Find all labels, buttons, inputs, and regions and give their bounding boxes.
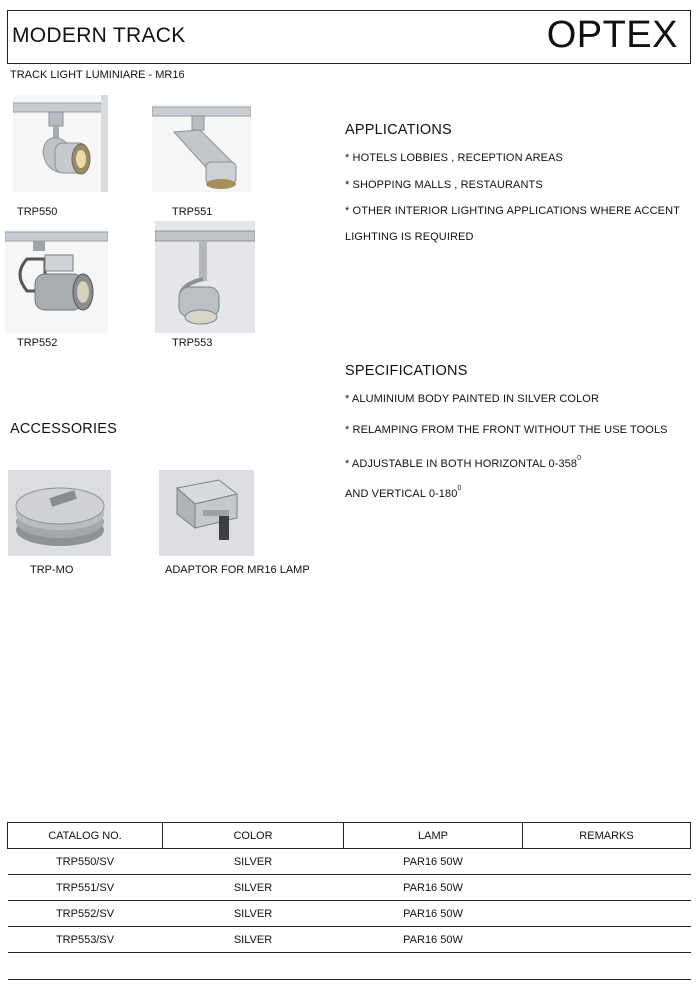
catalog-cell: TRP550/SV — [8, 849, 163, 875]
specification-text: * ADJUSTABLE IN BOTH HORIZONTAL 0-358 — [345, 458, 578, 470]
catalog-table — [7, 822, 691, 980]
application-item: * HOTELS LOBBIES , RECEPTION AREAS — [345, 152, 563, 164]
page-title: MODERN TRACK — [12, 24, 186, 47]
empty-cell — [523, 953, 691, 980]
product-label-trp553: TRP553 — [172, 337, 213, 349]
table-row-empty — [8, 953, 691, 980]
empty-cell — [163, 953, 344, 980]
lamp-cell: PAR16 50W — [344, 901, 523, 927]
remarks-cell — [523, 849, 691, 875]
table-header-row — [8, 823, 691, 849]
accessory-image-adaptor — [159, 470, 254, 556]
column-header-color: COLOR — [163, 823, 344, 849]
product-image-trp550 — [13, 95, 108, 192]
page-subtitle: TRACK LIGHT LUMINIARE - MR16 — [10, 69, 185, 81]
remarks-cell — [523, 875, 691, 901]
color-cell: SILVER — [163, 927, 344, 953]
degree-mark: 0 — [457, 485, 462, 492]
product-label-trp552: TRP552 — [17, 337, 58, 349]
table-row — [8, 849, 691, 875]
product-image-trp553 — [155, 221, 255, 333]
product-label-trp550: TRP550 — [17, 206, 58, 218]
table-row — [8, 901, 691, 927]
catalog-cell: TRP552/SV — [8, 901, 163, 927]
table-row — [8, 927, 691, 953]
empty-cell — [344, 953, 523, 980]
specification-text: AND VERTICAL 0-180 — [345, 488, 458, 500]
accessory-label: TRP-MO — [30, 564, 74, 576]
color-cell: SILVER — [163, 901, 344, 927]
accessories-heading: ACCESSORIES — [10, 421, 117, 437]
specification-item: * ALUMINIUM BODY PAINTED IN SILVER COLOR — [345, 393, 599, 405]
specification-item-horizontal — [345, 455, 581, 470]
remarks-cell — [523, 927, 691, 953]
application-item: LIGHTING IS REQUIRED — [345, 231, 474, 243]
product-label-trp551: TRP551 — [172, 206, 213, 218]
table-row — [8, 875, 691, 901]
applications-heading: APPLICATIONS — [345, 122, 452, 138]
color-cell: SILVER — [163, 875, 344, 901]
column-header-remarks: REMARKS — [523, 823, 691, 849]
column-header-lamp: LAMP — [344, 823, 523, 849]
specification-item: * RELAMPING FROM THE FRONT WITHOUT THE USE TOOLS — [345, 424, 668, 436]
column-header-catalog: CATALOG NO. — [8, 823, 163, 849]
lamp-cell: PAR16 50W — [344, 849, 523, 875]
empty-cell — [8, 953, 163, 980]
application-item: * SHOPPING MALLS , RESTAURANTS — [345, 179, 543, 191]
catalog-cell: TRP551/SV — [8, 875, 163, 901]
remarks-cell — [523, 901, 691, 927]
specification-item-vertical — [345, 485, 461, 500]
catalog-cell: TRP553/SV — [8, 927, 163, 953]
degree-mark: 0 — [577, 455, 582, 462]
lamp-cell: PAR16 50W — [344, 875, 523, 901]
product-image-trp551 — [152, 104, 251, 192]
brand-logo: OPTEX — [546, 14, 678, 56]
color-cell: SILVER — [163, 849, 344, 875]
specifications-heading: SPECIFICATIONS — [345, 363, 468, 379]
application-item: * OTHER INTERIOR LIGHTING APPLICATIONS WHERE ACCENT — [345, 205, 680, 217]
accessory-image-trp-mo — [8, 470, 111, 556]
accessory-label: ADAPTOR FOR MR16 LAMP — [165, 564, 310, 576]
product-image-trp552 — [5, 229, 108, 333]
lamp-cell: PAR16 50W — [344, 927, 523, 953]
